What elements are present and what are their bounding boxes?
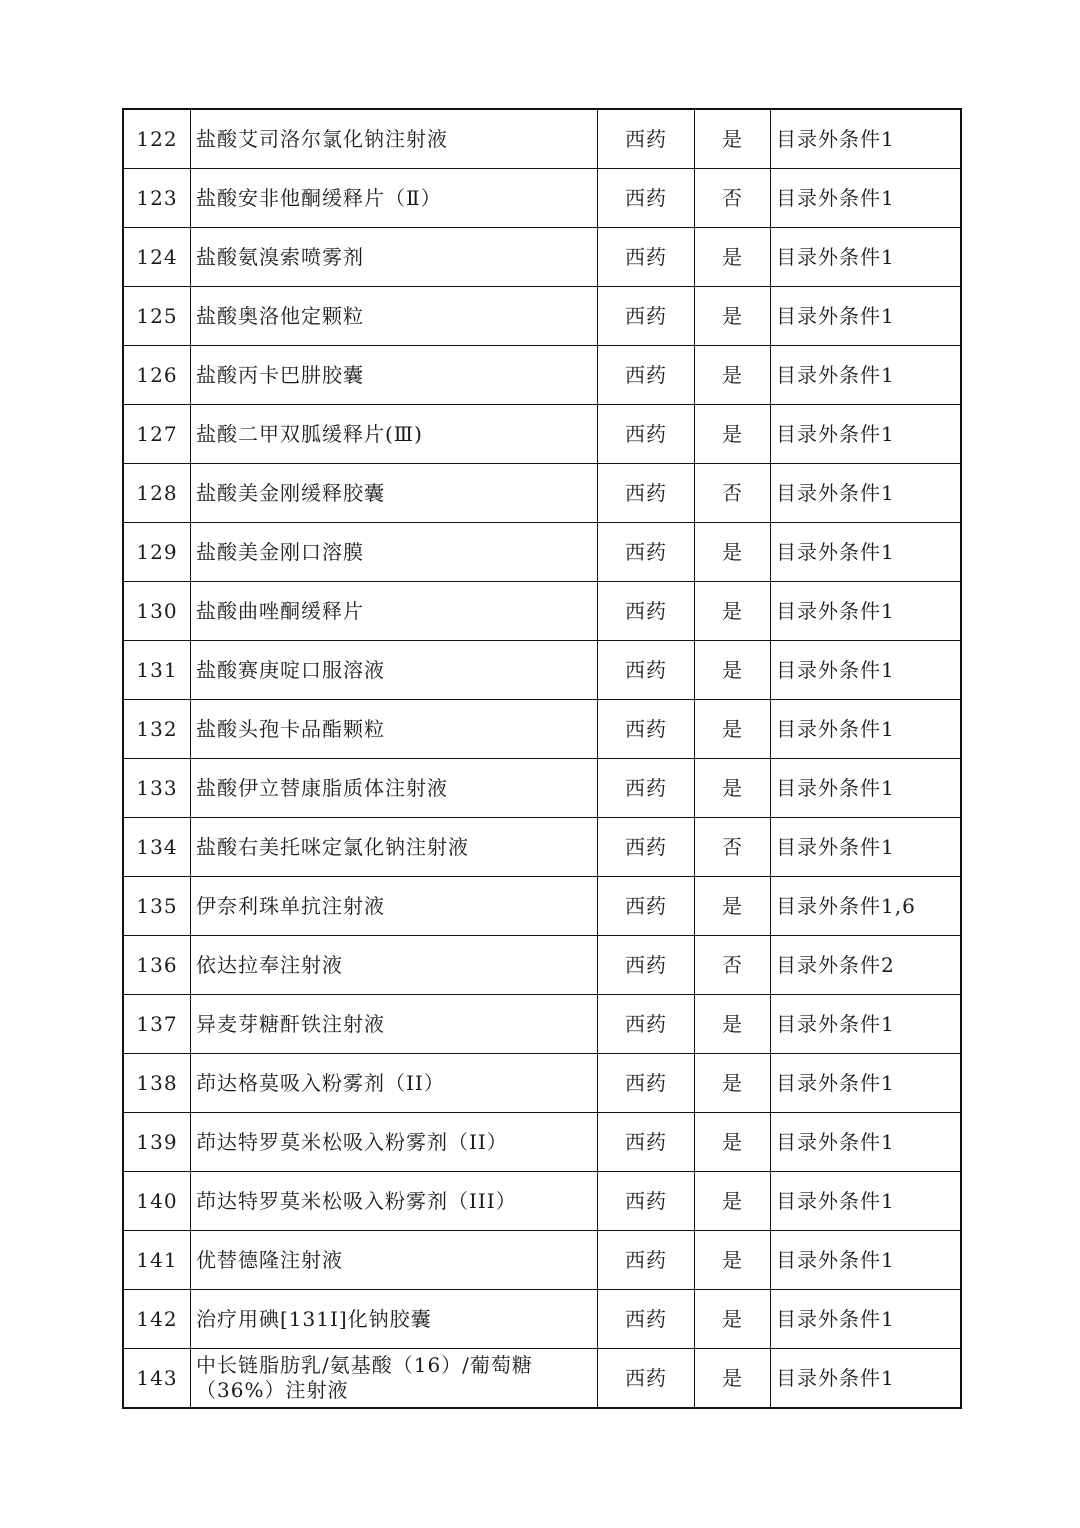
- yes-no-flag: 是: [695, 109, 771, 169]
- row-number: 125: [123, 287, 191, 346]
- yes-no-flag: 是: [695, 759, 771, 818]
- drug-name: 盐酸二甲双胍缓释片(Ⅲ): [191, 405, 598, 464]
- yes-no-flag: 是: [695, 1290, 771, 1349]
- condition: 目录外条件1: [771, 523, 962, 582]
- drug-name: 盐酸美金刚缓释胶囊: [191, 464, 598, 523]
- row-number: 136: [123, 936, 191, 995]
- drug-name: 盐酸安非他酮缓释片（Ⅱ）: [191, 169, 598, 228]
- drug-type: 西药: [598, 759, 695, 818]
- table-row: [123, 995, 961, 1054]
- row-number: 131: [123, 641, 191, 700]
- drug-name: 伊奈利珠单抗注射液: [191, 877, 598, 936]
- table-row: [123, 228, 961, 287]
- drug-name: 盐酸美金刚口溶膜: [191, 523, 598, 582]
- condition: 目录外条件1: [771, 287, 962, 346]
- condition: 目录外条件1: [771, 109, 962, 169]
- row-number: 138: [123, 1054, 191, 1113]
- drug-type: 西药: [598, 1349, 695, 1409]
- table-row: [123, 287, 961, 346]
- drug-name-line: （36%）注射液: [196, 1378, 349, 1402]
- table-row: [123, 405, 961, 464]
- table-row: [123, 1172, 961, 1231]
- table-row: [123, 759, 961, 818]
- drug-name: 盐酸丙卡巴肼胶囊: [191, 346, 598, 405]
- drug-type: 西药: [598, 346, 695, 405]
- condition: 目录外条件1: [771, 700, 962, 759]
- condition: 目录外条件1,6: [771, 877, 962, 936]
- row-number: 127: [123, 405, 191, 464]
- condition: 目录外条件1: [771, 818, 962, 877]
- row-number: 139: [123, 1113, 191, 1172]
- drug-type: 西药: [598, 877, 695, 936]
- condition: 目录外条件1: [771, 641, 962, 700]
- yes-no-flag: 是: [695, 582, 771, 641]
- row-number: 126: [123, 346, 191, 405]
- drug-type: 西药: [598, 287, 695, 346]
- drug-name-line: 中长链脂肪乳/氨基酸（16）/葡萄糖: [196, 1353, 533, 1377]
- condition: 目录外条件1: [771, 1054, 962, 1113]
- row-number: 137: [123, 995, 191, 1054]
- table-row: [123, 1290, 961, 1349]
- drug-name: 优替德隆注射液: [191, 1231, 598, 1290]
- yes-no-flag: 是: [695, 287, 771, 346]
- drug-type: 西药: [598, 523, 695, 582]
- drug-type: 西药: [598, 1290, 695, 1349]
- condition: 目录外条件1: [771, 405, 962, 464]
- table-row: [123, 346, 961, 405]
- drug-type: 西药: [598, 1231, 695, 1290]
- yes-no-flag: 是: [695, 1054, 771, 1113]
- drug-type: 西药: [598, 995, 695, 1054]
- yes-no-flag: 是: [695, 346, 771, 405]
- condition: 目录外条件1: [771, 1349, 962, 1409]
- yes-no-flag: 是: [695, 1231, 771, 1290]
- condition: 目录外条件2: [771, 936, 962, 995]
- condition: 目录外条件1: [771, 1113, 962, 1172]
- drug-type: 西药: [598, 818, 695, 877]
- condition: 目录外条件1: [771, 1231, 962, 1290]
- condition: 目录外条件1: [771, 228, 962, 287]
- yes-no-flag: 是: [695, 1349, 771, 1409]
- row-number: 133: [123, 759, 191, 818]
- row-number: 143: [123, 1349, 191, 1409]
- drug-name: 异麦芽糖酐铁注射液: [191, 995, 598, 1054]
- drug-name: 盐酸头孢卡品酯颗粒: [191, 700, 598, 759]
- yes-no-flag: 否: [695, 818, 771, 877]
- row-number: 134: [123, 818, 191, 877]
- drug-name: 盐酸艾司洛尔氯化钠注射液: [191, 109, 598, 169]
- condition: 目录外条件1: [771, 346, 962, 405]
- condition: 目录外条件1: [771, 1290, 962, 1349]
- drug-type: 西药: [598, 464, 695, 523]
- yes-no-flag: 是: [695, 523, 771, 582]
- yes-no-flag: 是: [695, 995, 771, 1054]
- table-row: [123, 1349, 961, 1409]
- yes-no-flag: 否: [695, 936, 771, 995]
- drug-type: 西药: [598, 1172, 695, 1231]
- drug-type: 西药: [598, 169, 695, 228]
- drug-name: 盐酸奥洛他定颗粒: [191, 287, 598, 346]
- yes-no-flag: 是: [695, 641, 771, 700]
- row-number: 130: [123, 582, 191, 641]
- row-number: 124: [123, 228, 191, 287]
- table-row: [123, 877, 961, 936]
- table-row: [123, 1113, 961, 1172]
- yes-no-flag: 是: [695, 1172, 771, 1231]
- table-row: [123, 641, 961, 700]
- drug-name: 盐酸曲唑酮缓释片: [191, 582, 598, 641]
- row-number: 129: [123, 523, 191, 582]
- row-number: 128: [123, 464, 191, 523]
- row-number: 141: [123, 1231, 191, 1290]
- drug-type: 西药: [598, 936, 695, 995]
- row-number: 140: [123, 1172, 191, 1231]
- drug-type: 西药: [598, 1113, 695, 1172]
- drug-name: 盐酸氨溴索喷雾剂: [191, 228, 598, 287]
- drug-name: 依达拉奉注射液: [191, 936, 598, 995]
- drug-name: 盐酸伊立替康脂质体注射液: [191, 759, 598, 818]
- drug-name: 茚达特罗莫米松吸入粉雾剂（III）: [191, 1172, 598, 1231]
- table-row: [123, 523, 961, 582]
- row-number: 122: [123, 109, 191, 169]
- yes-no-flag: 是: [695, 405, 771, 464]
- condition: 目录外条件1: [771, 582, 962, 641]
- drug-type: 西药: [598, 700, 695, 759]
- drug-type: 西药: [598, 641, 695, 700]
- drug-type: 西药: [598, 582, 695, 641]
- table-row: [123, 936, 961, 995]
- table-row: [123, 169, 961, 228]
- row-number: 123: [123, 169, 191, 228]
- drug-type: 西药: [598, 405, 695, 464]
- drug-name: 盐酸赛庚啶口服溶液: [191, 641, 598, 700]
- table-row: [123, 1231, 961, 1290]
- drug-name: 盐酸右美托咪定氯化钠注射液: [191, 818, 598, 877]
- yes-no-flag: 是: [695, 700, 771, 759]
- table-row: [123, 700, 961, 759]
- drug-name: 治疗用碘[131I]化钠胶囊: [191, 1290, 598, 1349]
- table-row: [123, 1054, 961, 1113]
- yes-no-flag: 否: [695, 464, 771, 523]
- yes-no-flag: 是: [695, 1113, 771, 1172]
- condition: 目录外条件1: [771, 169, 962, 228]
- drug-name: 茚达格莫吸入粉雾剂（II）: [191, 1054, 598, 1113]
- condition: 目录外条件1: [771, 464, 962, 523]
- yes-no-flag: 是: [695, 877, 771, 936]
- row-number: 135: [123, 877, 191, 936]
- table-row: [123, 109, 961, 169]
- yes-no-flag: 是: [695, 228, 771, 287]
- drug-list-table: [122, 108, 962, 1409]
- drug-name: [191, 1349, 598, 1409]
- yes-no-flag: 否: [695, 169, 771, 228]
- table-row: [123, 464, 961, 523]
- condition: 目录外条件1: [771, 995, 962, 1054]
- drug-name: 茚达特罗莫米松吸入粉雾剂（II）: [191, 1113, 598, 1172]
- table-row: [123, 818, 961, 877]
- row-number: 142: [123, 1290, 191, 1349]
- drug-type: 西药: [598, 109, 695, 169]
- drug-type: 西药: [598, 228, 695, 287]
- condition: 目录外条件1: [771, 759, 962, 818]
- condition: 目录外条件1: [771, 1172, 962, 1231]
- table-row: [123, 582, 961, 641]
- row-number: 132: [123, 700, 191, 759]
- drug-type: 西药: [598, 1054, 695, 1113]
